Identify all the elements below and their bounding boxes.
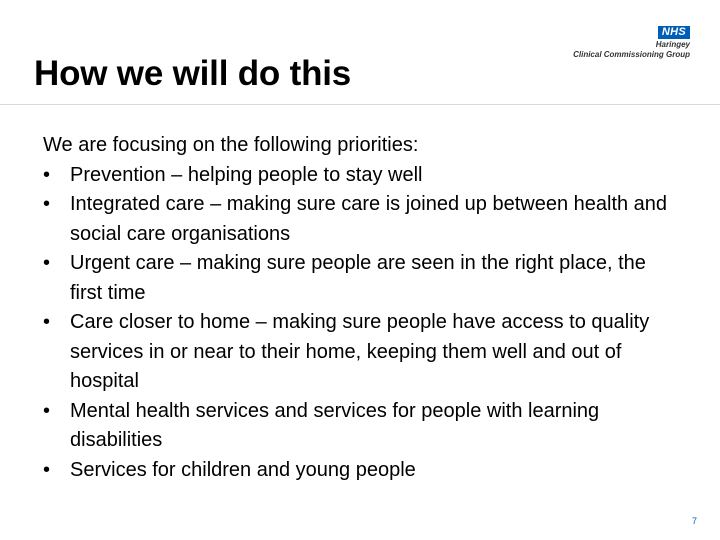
list-item-text: Services for children and young people — [70, 458, 416, 481]
bullet-icon: • — [43, 399, 51, 422]
slide-title: How we will do this — [34, 54, 352, 93]
nhs-badge: NHS — [658, 26, 690, 39]
nhs-haringey-logo — [573, 22, 690, 60]
list-item — [43, 190, 683, 249]
bullet-icon: • — [43, 163, 51, 186]
list-item-text: Urgent care – making sure people are seen in the right place, the first time — [70, 252, 646, 304]
list-item-text: Integrated care – making sure care is joined up between health and social care organisations — [70, 193, 668, 245]
priorities-list — [43, 161, 683, 486]
bullet-icon: • — [43, 252, 51, 274]
list-item — [43, 397, 683, 456]
list-item-text: Mental health services and services for people with learning disabilities — [70, 399, 600, 451]
list-item — [43, 456, 683, 486]
logo-group-name: Clinical Commissioning Group — [573, 50, 690, 59]
intro-text: We are focusing on the following priorities: — [43, 134, 419, 156]
list-item — [43, 161, 683, 191]
list-item-text: Prevention – helping people to stay well — [70, 163, 423, 186]
slide-body — [43, 131, 683, 485]
list-item-text: Care closer to home – making sure people have access to quality services in or near to their home, keeping them well and out of hospital — [70, 311, 650, 392]
logo-organisation: Haringey — [655, 40, 690, 49]
bullet-icon: • — [43, 311, 51, 333]
list-item — [43, 249, 683, 308]
bullet-icon: • — [43, 458, 51, 481]
bullet-icon: • — [43, 193, 51, 215]
page-number: 7 — [691, 516, 697, 526]
title-divider — [0, 104, 720, 105]
list-item — [43, 308, 683, 397]
